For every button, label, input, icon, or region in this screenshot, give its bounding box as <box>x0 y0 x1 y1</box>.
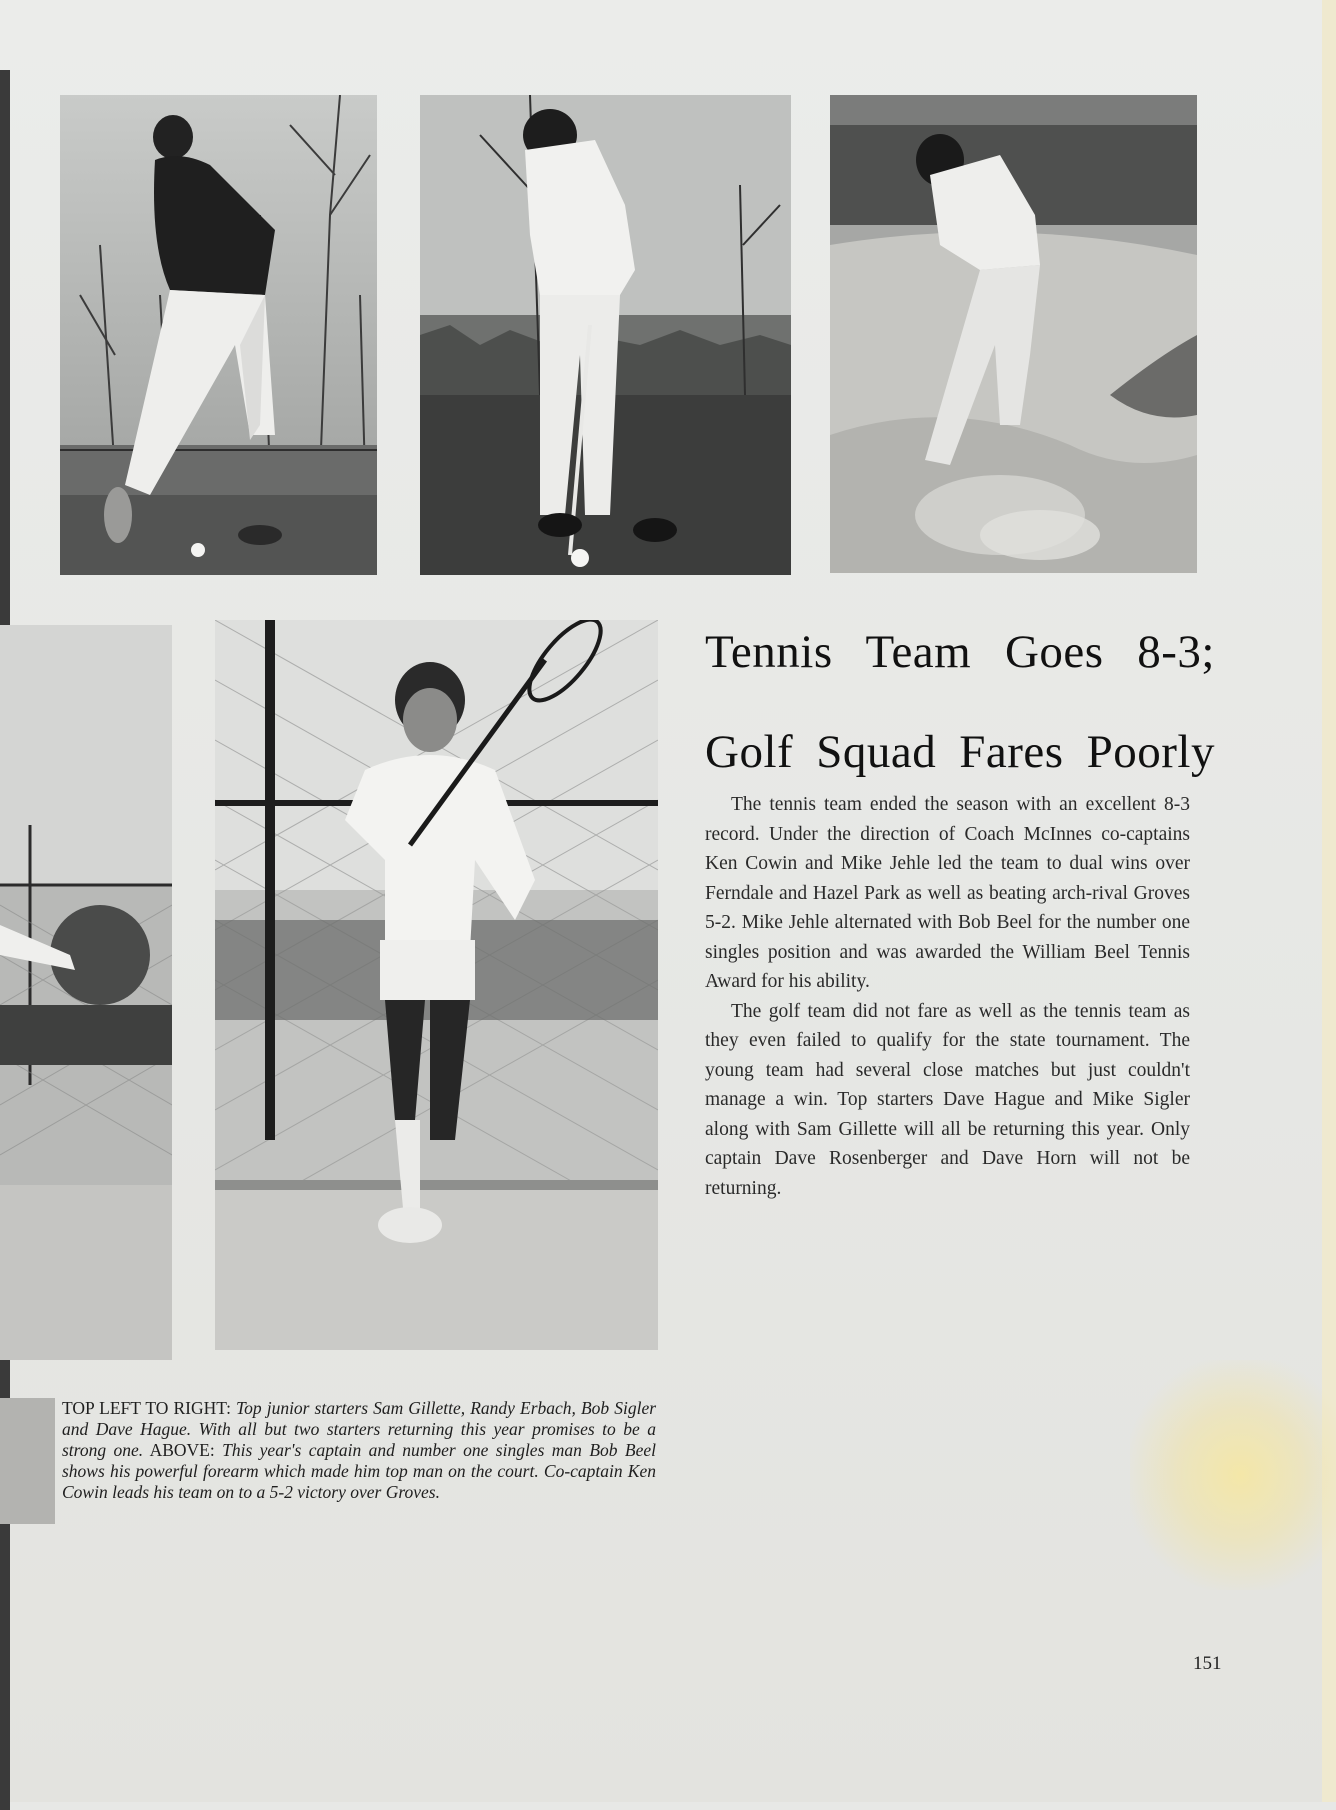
page-number: 151 <box>1193 1653 1222 1674</box>
paragraph-tennis: The tennis team ended the season with an excellent 8-3 record. Under the direction of Coach McInnes co-captains Ken Cowin and Mike Jehle led the team to dual wins over Ferndale and Hazel Park as well as beating arch-rival Groves 5-2. Mike Jehle alternated with Bob Beel for the number one singles position and was awarded the William Beel Tennis Award for his ability. <box>705 794 1190 992</box>
caption-lead-2: ABOVE: <box>149 1440 215 1460</box>
caption-marker <box>0 1398 55 1524</box>
golfer-swing-photo <box>60 95 377 575</box>
article-headline <box>705 602 1215 802</box>
article-body <box>705 790 1190 1203</box>
paragraph-golf: The golf team did not fare as well as the tennis team as they even failed to qualify for the state tournament. The young team had several close matches but just couldn't manage a win. Top starters Dave Hague and Mike Sigler along with Sam Gillette will all be returning this year. Only captain Dave Rosenberger and Dave Horn will not be returning. <box>705 1000 1190 1199</box>
headline-line-2: Golf Squad Fares Poorly <box>705 726 1215 778</box>
tennis-player-partial-photo <box>0 625 172 1360</box>
photo-caption <box>62 1398 656 1503</box>
light-glare <box>1130 1360 1336 1590</box>
golfer-putt-photo <box>420 95 791 575</box>
tennis-player-photo <box>215 620 658 1350</box>
golfer-bunker-photo <box>830 95 1197 573</box>
caption-lead: TOP LEFT TO RIGHT: <box>62 1398 231 1418</box>
headline-line-1: Tennis Team Goes 8-3; <box>705 626 1215 678</box>
caption-part-1: Top junior starters Sam Gillette, Randy Erbach, Bob Sigler and Dave Hague. With all but two starters returning this year promises to be a strong one. <box>62 1398 657 1460</box>
caption-part-2: This year's captain and number one singles man Bob Beel shows his powerful forearm which made him top man on the court. Co-captain Ken Cowin leads his team on to a 5-2 victory over Groves. <box>62 1440 656 1502</box>
